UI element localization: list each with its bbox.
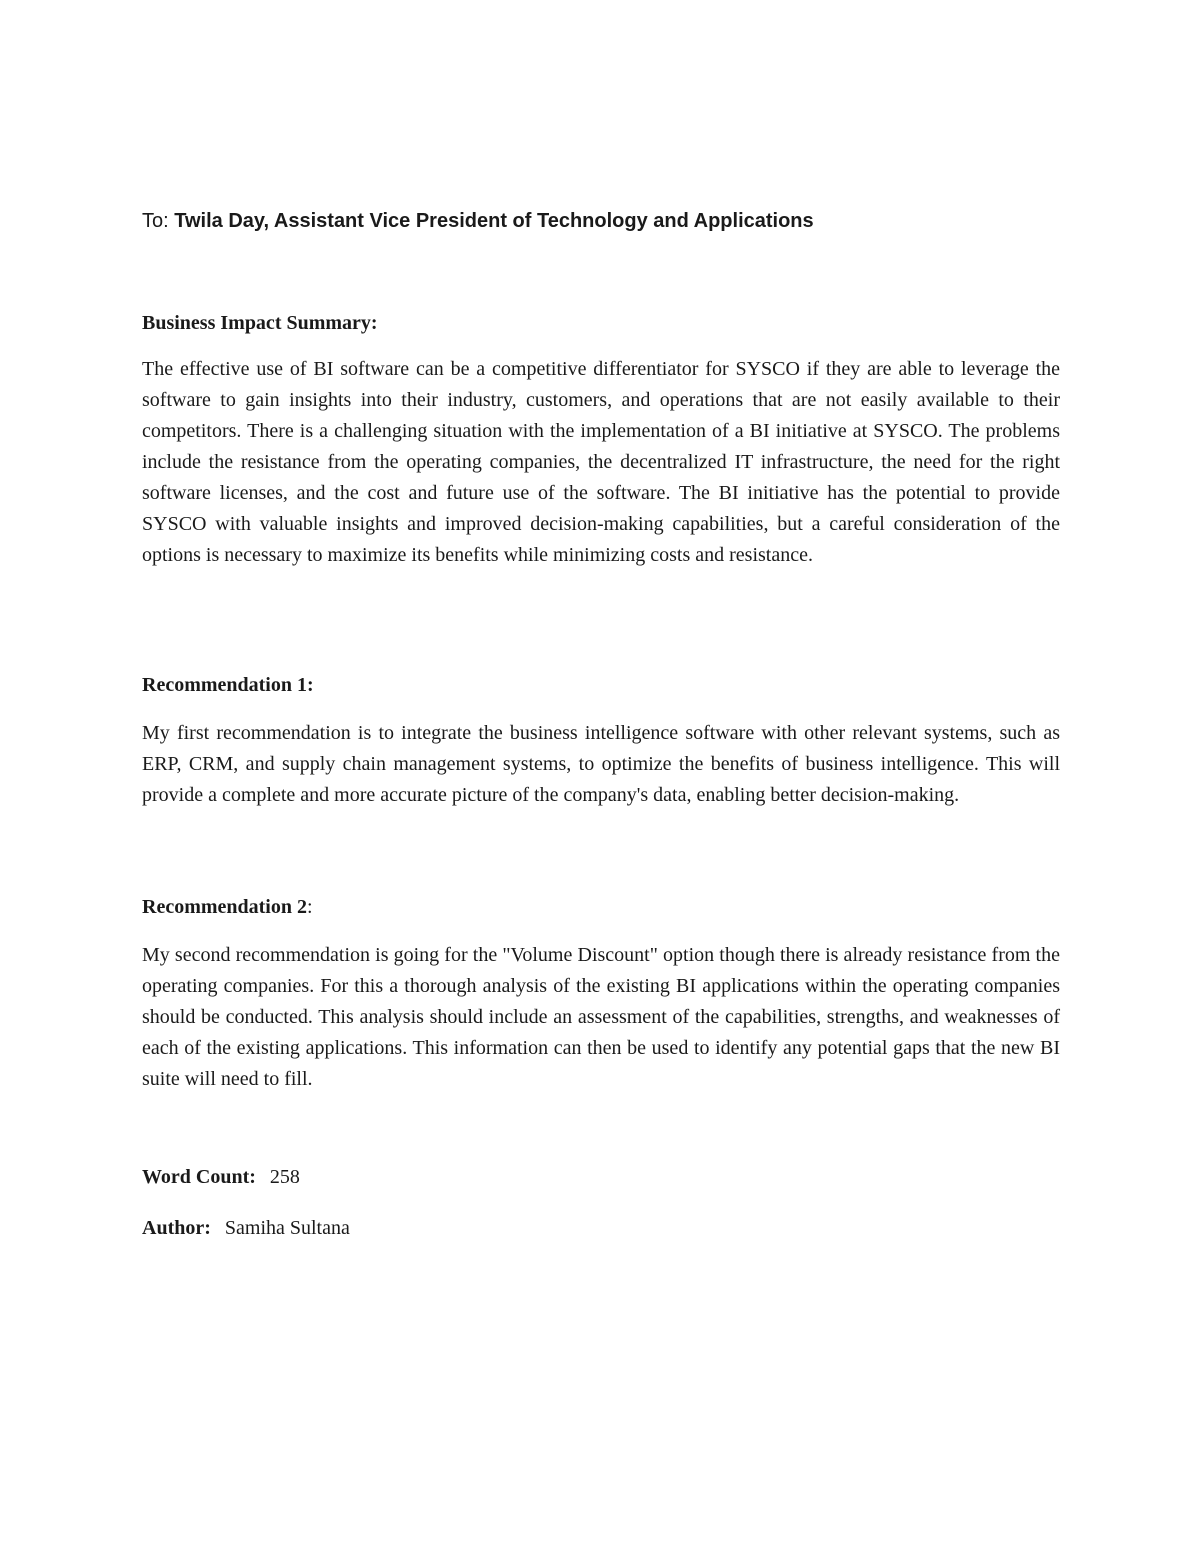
author-label: Author: <box>142 1217 211 1239</box>
to-label: To: <box>142 210 169 232</box>
recommendation-1-heading: Recommendation 1: <box>142 674 314 696</box>
word-count-value: 258 <box>269 1166 300 1188</box>
recommendation-2-heading <box>142 893 313 921</box>
summary-heading: Business Impact Summary: <box>142 312 378 334</box>
author-name: Samiha Sultana <box>224 1217 350 1239</box>
memo-to-line <box>142 207 1062 235</box>
word-count-label: Word Count: <box>142 1166 256 1188</box>
recommendation-2-paragraph: My second recommendation is going for the "Volume Discount" option though there is already resistance from the operating companies. For this a thorough analysis of the existing BI applications within the operating companies should be conducted. This analysis should include an assessment of the capabilities, strengths, and weaknesses of each of the existing applications. This information can then be used to identify any potential gaps that the new BI suite will need to fill. <box>142 944 1060 1090</box>
word-count-line <box>142 1163 300 1191</box>
author-line <box>142 1214 350 1242</box>
summary-paragraph: The effective use of BI software can be a competitive differentiator for SYSCO if they are able to leverage the software to gain insights into their industry, customers, and operations that are not easily available to their competitors. There is a challenging situation with the implementation of a BI initiative at SYSCO. The problems include the resistance from the operating companies, the decentralized IT infrastructure, the need for the right software licenses, and the cost and future use of the software. The BI initiative has the potential to provide SYSCO with valuable insights and improved decision-making capabilities, but a careful consideration of the options is necessary to maximize its benefits while minimizing costs and resistance. <box>142 358 1060 566</box>
recommendation-2-heading-text: Recommendation 2 <box>142 896 307 918</box>
recommendation-2-heading-colon: : <box>306 896 313 918</box>
to-recipient: Twila Day, Assistant Vice President of Technology and Applications <box>174 210 814 232</box>
recommendation-1-paragraph: My first recommendation is to integrate the business intelligence software with other relevant systems, such as ERP, CRM, and supply chain management systems, to optimize the benefits of business intelligence. This will provide a complete and more accurate picture of the company's data, enabling better decision-making. <box>142 722 1060 806</box>
